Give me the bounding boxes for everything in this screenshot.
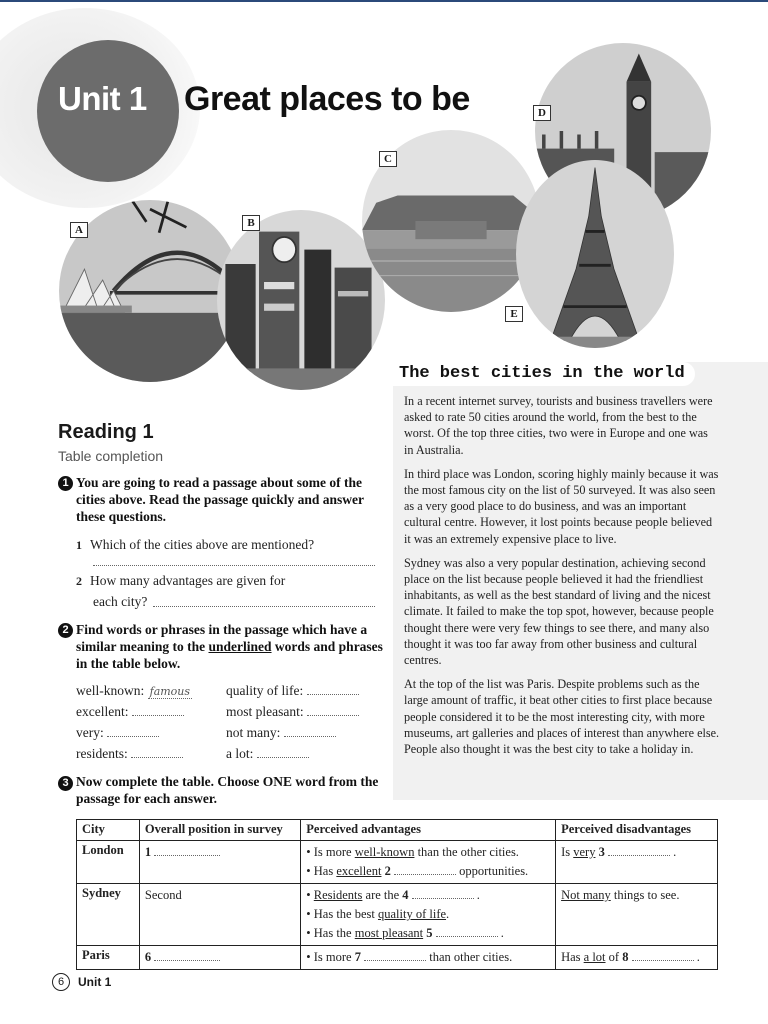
answer-line-2[interactable] bbox=[153, 606, 375, 607]
answer-blank-7[interactable] bbox=[364, 951, 426, 961]
vocab-label: very: bbox=[76, 725, 104, 740]
text: opportunities. bbox=[455, 864, 529, 878]
city-cell: Sydney bbox=[77, 884, 140, 946]
position-value: Second bbox=[144, 888, 182, 902]
underlined: well-known bbox=[354, 845, 415, 859]
text: • Is more bbox=[306, 845, 355, 859]
text: . bbox=[446, 907, 450, 921]
disadvantages-cell bbox=[556, 946, 718, 970]
underlined: Residents bbox=[313, 888, 363, 902]
underlined: excellent bbox=[336, 864, 382, 878]
vocab-residents bbox=[76, 746, 183, 762]
position-cell bbox=[139, 841, 300, 884]
advantage-item bbox=[306, 948, 550, 967]
photo-label-e: E bbox=[505, 306, 523, 322]
top-rule bbox=[0, 0, 768, 2]
vocab-label: well-known: bbox=[76, 683, 145, 698]
text: . bbox=[669, 845, 677, 859]
vocab-label: residents: bbox=[76, 746, 128, 761]
underlined: Not many bbox=[561, 888, 611, 902]
vocab-very bbox=[76, 725, 159, 741]
header-disadvantages: Perceived disadvantages bbox=[556, 820, 718, 841]
photo-paris bbox=[516, 160, 674, 348]
blank-number: 5 bbox=[423, 926, 433, 940]
vocab-quality-of-life bbox=[226, 683, 359, 699]
text: • Has bbox=[306, 864, 337, 878]
footer-unit: Unit 1 bbox=[78, 975, 112, 989]
vocab-blank[interactable] bbox=[131, 748, 183, 758]
advantage-item bbox=[306, 843, 550, 862]
step-3-number: 3 bbox=[58, 776, 73, 791]
advantage-item bbox=[306, 862, 550, 881]
answer-blank-1[interactable] bbox=[154, 846, 220, 856]
advantages-cell bbox=[301, 946, 556, 970]
text: are the bbox=[362, 888, 403, 902]
text: of bbox=[605, 950, 623, 964]
answer-blank-6[interactable] bbox=[154, 951, 220, 961]
question-1-number: 1 bbox=[76, 538, 82, 552]
question-1-text: Which of the cities above are mentioned? bbox=[90, 537, 315, 552]
photo-tokyo bbox=[217, 210, 385, 390]
blank-number: 1 bbox=[144, 845, 152, 859]
city-cell: London bbox=[77, 841, 140, 884]
text: • bbox=[306, 888, 314, 902]
step-1-number: 1 bbox=[58, 476, 73, 491]
step-2-instruction bbox=[76, 621, 388, 672]
vocab-blank[interactable] bbox=[257, 748, 309, 758]
completion-table bbox=[76, 819, 718, 970]
photo-label-b: B bbox=[242, 215, 260, 231]
text: • Has the best bbox=[306, 907, 378, 921]
reading-subheading: Table completion bbox=[58, 448, 164, 464]
text: • Has the bbox=[306, 926, 355, 940]
page-number: 6 bbox=[52, 973, 70, 991]
header-city: City bbox=[77, 820, 140, 841]
step-2-text-end: words and phrases in the table below. bbox=[76, 639, 383, 671]
vocab-label: most pleasant: bbox=[226, 704, 304, 719]
unit-label: Unit 1 bbox=[58, 80, 147, 117]
vocab-blank[interactable] bbox=[132, 706, 184, 716]
text: . bbox=[693, 950, 700, 964]
underlined: a lot bbox=[583, 950, 606, 964]
city-cell: Paris bbox=[77, 946, 140, 970]
header-position: Overall position in survey bbox=[139, 820, 300, 841]
advantages-cell bbox=[301, 841, 556, 884]
passage-title: The best cities in the world bbox=[393, 362, 695, 386]
vocab-label: a lot: bbox=[226, 746, 254, 761]
question-1 bbox=[76, 537, 314, 553]
vocab-a-lot bbox=[226, 746, 309, 762]
text: . bbox=[473, 888, 480, 902]
text: • Is more bbox=[306, 950, 355, 964]
answer-blank-3[interactable] bbox=[608, 846, 670, 856]
page-title: Great places to be bbox=[184, 80, 470, 118]
answer-line-1[interactable] bbox=[93, 565, 375, 566]
passage-paragraph: At the top of the list was Paris. Despite problems such as the large amount of traffic, it beat other cities to first place because people considered it to be the most interesting city, with more museums, art galleries and places of interest than anywhere else. People also thought it was the best city to take a holiday in. bbox=[404, 677, 720, 757]
vocab-label: not many: bbox=[226, 725, 281, 740]
blank-number: 3 bbox=[595, 845, 605, 859]
text: than other cities. bbox=[426, 950, 513, 964]
answer-blank-4[interactable] bbox=[412, 889, 474, 899]
position-cell bbox=[139, 884, 300, 946]
step-3-instruction: Now complete the table. Choose ONE word from the passage for each answer. bbox=[76, 774, 379, 806]
underlined: quality of life bbox=[378, 907, 447, 921]
blank-number: 2 bbox=[381, 864, 391, 878]
passage-paragraph: In a recent internet survey, tourists and business travellers were asked to rate 50 cities around the world, from the best to the worst. Of the top three cities, two were in Europe and one was in Australia. bbox=[404, 394, 713, 457]
text: Has bbox=[561, 950, 584, 964]
handwritten-answer[interactable]: famous bbox=[149, 685, 191, 698]
step-2-text: Find words or phrases in the passage which have a similar meaning to the bbox=[76, 622, 368, 654]
step-2-number: 2 bbox=[58, 623, 73, 638]
vocab-not-many bbox=[226, 725, 336, 741]
question-2-line-2: each city? bbox=[93, 594, 148, 609]
answer-blank-8[interactable] bbox=[632, 951, 694, 961]
table-header-row bbox=[77, 820, 718, 841]
passage-paragraph: Sydney was also a very popular destination, achieving second place on the list because people believed it had the friendliest inhabitants, as well as the best standard of living and the nicest climate. It failed to make the top spot, however, because people thought there were very few things to see there, and many also thought it was too far away from other business and cultural centres. bbox=[404, 555, 714, 668]
disadvantages-cell bbox=[556, 841, 718, 884]
text: than the other cities. bbox=[414, 845, 519, 859]
step-1-instruction: You are going to read a passage about some of the cities above. Read the passage quickly and answer these questions. bbox=[76, 475, 364, 524]
underlined: most pleasant bbox=[354, 926, 424, 940]
blank-number: 4 bbox=[402, 888, 409, 902]
vocab-excellent bbox=[76, 704, 184, 720]
header-advantages: Perceived advantages bbox=[301, 820, 556, 841]
vocab-label: excellent: bbox=[76, 704, 129, 719]
question-2-text: How many advantages are given for bbox=[90, 573, 286, 588]
question-2 bbox=[76, 573, 285, 589]
passage-body bbox=[404, 393, 720, 765]
position-cell bbox=[139, 946, 300, 970]
passage-paragraph: In third place was London, scoring highly mainly because it was the most famous city on the list of 50 surveyed. It was also seen as a very good place to do business, and was an important cultural centre. However, it lost points because people believed it was an extremely expensive place to live. bbox=[404, 466, 719, 546]
text: Is bbox=[561, 845, 574, 859]
advantages-cell bbox=[301, 884, 556, 946]
blank-number: 8 bbox=[622, 950, 629, 964]
blank-number: 6 bbox=[144, 950, 152, 964]
photo-label-c: C bbox=[379, 151, 397, 167]
vocab-blank[interactable] bbox=[307, 685, 359, 695]
table-row bbox=[77, 946, 718, 970]
text: . bbox=[497, 926, 504, 940]
question-2-number: 2 bbox=[76, 574, 82, 588]
text: things to see. bbox=[610, 888, 680, 902]
table-row bbox=[77, 884, 718, 946]
vocab-blank[interactable] bbox=[107, 727, 159, 737]
vocab-label: quality of life: bbox=[226, 683, 304, 698]
advantage-item bbox=[306, 905, 550, 924]
photo-label-a: A bbox=[70, 222, 88, 238]
answer-blank-5[interactable] bbox=[436, 927, 498, 937]
blank-number: 7 bbox=[354, 950, 361, 964]
reading-heading: Reading 1 bbox=[58, 421, 154, 443]
vocab-well-known bbox=[76, 683, 192, 699]
table-row bbox=[77, 841, 718, 884]
vocab-blank[interactable] bbox=[284, 727, 336, 737]
vocab-most-pleasant bbox=[226, 704, 359, 720]
answer-blank-2[interactable] bbox=[394, 865, 456, 875]
advantage-item bbox=[306, 924, 550, 943]
disadvantages-cell bbox=[556, 884, 718, 946]
step-2-underlined: underlined bbox=[208, 639, 272, 654]
vocab-blank[interactable] bbox=[307, 706, 359, 716]
photo-label-d: D bbox=[533, 105, 551, 121]
underlined: very bbox=[573, 845, 596, 859]
advantage-item bbox=[306, 886, 550, 905]
